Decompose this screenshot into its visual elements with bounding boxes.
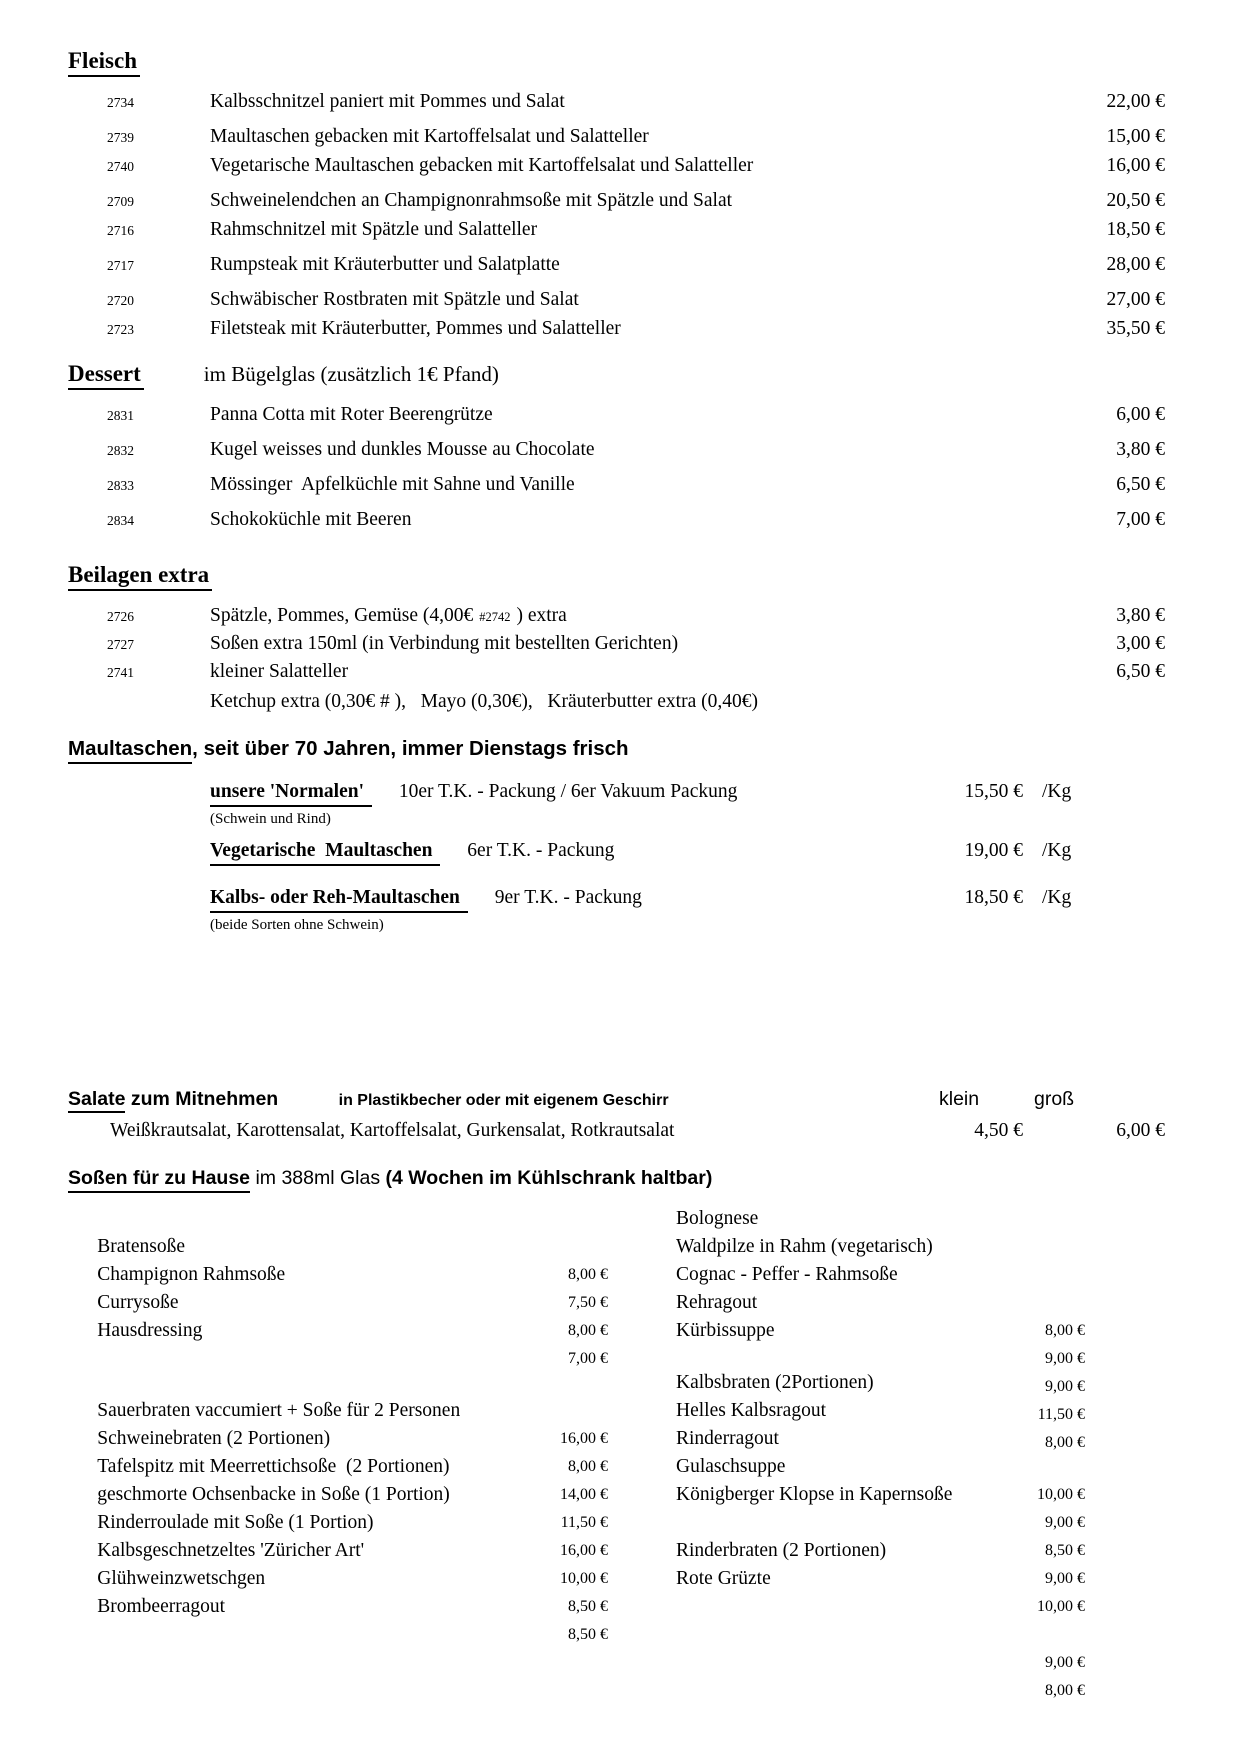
maultaschen-title-text: Maultaschen [68,737,192,764]
salate-subtitle: in Plastikbecher oder mit eigenem Geschirr [338,1092,669,1109]
sauce-name: Rehragout [676,1292,758,1313]
sauce-name: Glühweinzwetschgen [97,1568,266,1589]
salate-price-large: 6,00 € [1116,1120,1165,1141]
item-price: 16,00 € [1106,155,1165,176]
section-title-maultaschen [68,737,1165,764]
sauce-price: 8,50 € [568,1598,608,1615]
sauce-name: Rinderroulade mit Soße (1 Portion) [97,1512,374,1533]
sauce-price: 10,00 € [1037,1598,1085,1615]
sauce-name: Schweinebraten (2 Portionen) [97,1428,331,1449]
menu-row [68,155,1165,178]
beilagen-title-text: Beilagen extra [68,562,212,591]
salate-price-small: 4,50 € [974,1120,1023,1141]
product-name: Vegetarische Maultaschen [210,839,440,866]
sauce-price: 9,00 € [1045,1514,1085,1531]
dessert-title-text: Dessert [68,361,144,390]
sauce-price: 11,50 € [560,1514,608,1531]
item-price: 35,50 € [1106,318,1165,339]
item-price: 6,50 € [1116,661,1165,682]
sauce-name: Tafelspitz mit Meerrettichsoße (2 Portionen) [97,1456,450,1477]
salate-title-text: Salate [68,1087,125,1113]
item-number: 2720 [107,293,134,308]
dessert-subtitle: im Bügelglas (zusätzlich 1€ Pfand) [203,362,499,386]
section-title-beilagen [68,562,1165,591]
section-title-salate [68,1087,1165,1113]
sauce-price: 8,50 € [568,1626,608,1643]
sossen-subtitle-bold: (4 Wochen im Kühlschrank haltbar) [385,1167,713,1189]
product-name: unsere 'Normalen' [210,780,372,807]
product-price: 18,50 € [964,887,1023,908]
menu-row [68,254,1165,277]
sauce-name: Rinderbraten (2 Portionen) [676,1540,887,1561]
item-name: Rumpsteak mit Kräuterbutter und Salatplatte [210,254,560,275]
item-price: 20,50 € [1106,190,1165,211]
menu-row [68,439,1165,462]
item-number: 2727 [107,637,134,652]
menu-row [68,289,1165,312]
sauce-name: Champignon Rahmsoße [97,1264,286,1285]
item-price: 28,00 € [1106,254,1165,275]
sauce-price: 7,50 € [568,1294,608,1311]
sauce-name: Kalbsgeschnetzeltes 'Züricher Art' [97,1540,365,1561]
item-name: Kugel weisses und dunkles Mousse au Chocolate [210,439,595,460]
item-number: 2740 [107,159,134,174]
column-header-gross: groß [1034,1088,1075,1110]
item-name: Soßen extra 150ml (in Verbindung mit bestellten Gerichten) [210,633,679,654]
item-number: 2741 [107,665,134,680]
item-number: 2831 [107,408,134,423]
menu-row [68,661,1165,684]
maultaschen-title-rest: , seit über 70 Jahren, immer Dienstags frisch [192,737,629,760]
item-name [210,605,1116,628]
menu-row [68,509,1165,532]
menu-row [68,633,1165,656]
sauce-name: Rote Grüzte [676,1568,771,1589]
sauce-name: Kürbissuppe [676,1320,775,1341]
product-desc: 6er T.K. - Packung [467,840,615,861]
item-name: Filetsteak mit Kräuterbutter, Pommes und Salatteller [210,318,621,339]
extras-note: Ketchup extra (0,30€ # ), Mayo (0,30€), Kräuterbutter extra (0,40€) [210,691,758,712]
item-name-pre: Spätzle, Pommes, Gemüse (4,00€ [210,605,474,626]
maultaschen-row [210,839,1165,866]
sauce-name: Cognac - Peffer - Rahmsoße [676,1264,898,1285]
sauce-price: 9,00 € [1045,1378,1085,1395]
item-number: 2834 [107,513,134,528]
product-unit: /Kg [1042,840,1072,861]
item-name: Kalbsschnitzel paniert mit Pommes und Salat [210,91,565,112]
sauce-price: 8,00 € [1045,1434,1085,1451]
sauce-name: Königberger Klopse in Kapernsoße [676,1484,953,1505]
sauce-name: Bratensoße [97,1236,185,1257]
menu-row [68,219,1165,242]
sauce-price: 10,00 € [1037,1486,1085,1503]
sauce-name: Rinderragout [676,1428,779,1449]
item-price: 22,00 € [1106,91,1165,112]
item-name: Maultaschen gebacken mit Kartoffelsalat und Salatteller [210,126,649,147]
sauce-price: 8,00 € [568,1266,608,1283]
item-price: 27,00 € [1106,289,1165,310]
item-number: 2709 [107,194,134,209]
item-number: 2734 [107,95,134,110]
product-desc: 9er T.K. - Packung [494,887,642,908]
item-price: 3,80 € [1116,605,1165,626]
menu-row [68,190,1165,213]
sauce-price: 16,00 € [560,1542,608,1559]
item-number: 2833 [107,478,134,493]
maultaschen-row [210,780,1165,807]
item-name: Panna Cotta mit Roter Beerengrütze [210,404,493,425]
section-title-fleisch [68,48,1165,77]
sauce-price: 8,00 € [1045,1682,1085,1699]
item-name: Schwäbischer Rostbraten mit Spätzle und Salat [210,289,579,310]
sauce-price: 8,00 € [568,1322,608,1339]
sauce-name: Brombeerragout [97,1596,226,1617]
item-name: Schokoküchle mit Beeren [210,509,412,530]
menu-row [68,605,1165,628]
sossen-title-text: Soßen für zu Hause [68,1165,250,1193]
product-unit: /Kg [1042,781,1072,802]
salate-title-rest: zum Mitnehmen [125,1088,279,1110]
sauce-name: geschmorte Ochsenbacke in Soße (1 Portion) [97,1484,450,1505]
item-number: 2716 [107,223,134,238]
sauce-name: Sauerbraten vaccumiert + Soße für 2 Personen [97,1400,461,1421]
menu-row [68,126,1165,149]
item-number: 2739 [107,130,134,145]
fleisch-title-text: Fleisch [68,48,140,77]
menu-row [68,91,1165,114]
sauce-price: 7,00 € [568,1350,608,1367]
item-price: 7,00 € [1116,509,1165,530]
product-desc: 10er T.K. - Packung / 6er Vakuum Packung [398,781,738,802]
item-name: Rahmschnitzel mit Spätzle und Salatteller [210,219,538,240]
sauce-price: 16,00 € [560,1430,608,1447]
column-header-klein: klein [939,1088,980,1110]
salate-title-group [68,1088,278,1110]
item-name: Vegetarische Maultaschen gebacken mit Kartoffelsalat und Salatteller [210,155,754,176]
menu-row [68,474,1165,497]
section-beilagen [68,562,1165,713]
item-price: 3,00 € [1116,633,1165,654]
sauce-price: 8,50 € [1045,1542,1085,1559]
item-number: 2726 [107,609,134,624]
menu-row [68,404,1165,427]
sauce-name: Kalbsbraten (2Portionen) [676,1372,874,1393]
sauce-price: 11,50 € [1037,1406,1085,1423]
sauce-price: 9,00 € [1045,1350,1085,1367]
salate-item-name: Weißkrautsalat, Karottensalat, Kartoffelsalat, Gurkensalat, Rotkrautsalat [110,1120,675,1141]
product-price: 15,50 € [964,781,1023,802]
sauce-price: 10,00 € [560,1570,608,1587]
product-note: (beide Sorten ohne Schwein) [210,917,384,933]
section-title-sossen [68,1165,1165,1193]
sossen-rows-bottom [68,1369,1165,1699]
item-price: 18,50 € [1106,219,1165,240]
sauce-price: 14,00 € [560,1486,608,1503]
item-number: 2717 [107,258,134,273]
sauce-name: Bolognese [676,1208,759,1229]
sauce-price: 9,00 € [1045,1570,1085,1587]
sauce-price: 9,00 € [1045,1654,1085,1671]
sauce-name: Waldpilze in Rahm (vegetarisch) [676,1236,933,1257]
item-price: 3,80 € [1116,439,1165,460]
sauce-name: Currysoße [97,1292,179,1313]
maultaschen-row [210,886,1165,913]
item-number: 2723 [107,322,134,337]
item-number: 2832 [107,443,134,458]
item-price: 15,00 € [1106,126,1165,147]
product-unit: /Kg [1042,887,1072,908]
sauce-name: Hausdressing [97,1320,203,1341]
item-price: 6,00 € [1116,404,1165,425]
sauce-name: Gulaschsuppe [676,1456,786,1477]
item-name: kleiner Salatteller [210,661,349,682]
extras-note-row [68,691,1165,713]
menu-row [68,318,1165,341]
sauce-price: 8,00 € [568,1458,608,1475]
product-note: (Schwein und Rind) [210,811,331,827]
sauce-price: 8,00 € [1045,1322,1085,1339]
item-name: Mössinger Apfelküchle mit Sahne und Vanille [210,474,575,495]
sossen-subtitle: im 388ml Glas [250,1167,386,1189]
item-ref-number: #2742 [479,610,511,624]
salate-row [68,1119,1165,1143]
product-price: 19,00 € [964,840,1023,861]
item-name: Schweinelendchen an Champignonrahmsoße mit Spätzle und Salat [210,190,733,211]
item-price: 6,50 € [1116,474,1165,495]
item-name-post: ) extra [516,605,567,626]
sauce-name: Helles Kalbsragout [676,1400,827,1421]
section-title-dessert [68,361,1165,390]
product-name: Kalbs- oder Reh-Maultaschen [210,886,468,913]
